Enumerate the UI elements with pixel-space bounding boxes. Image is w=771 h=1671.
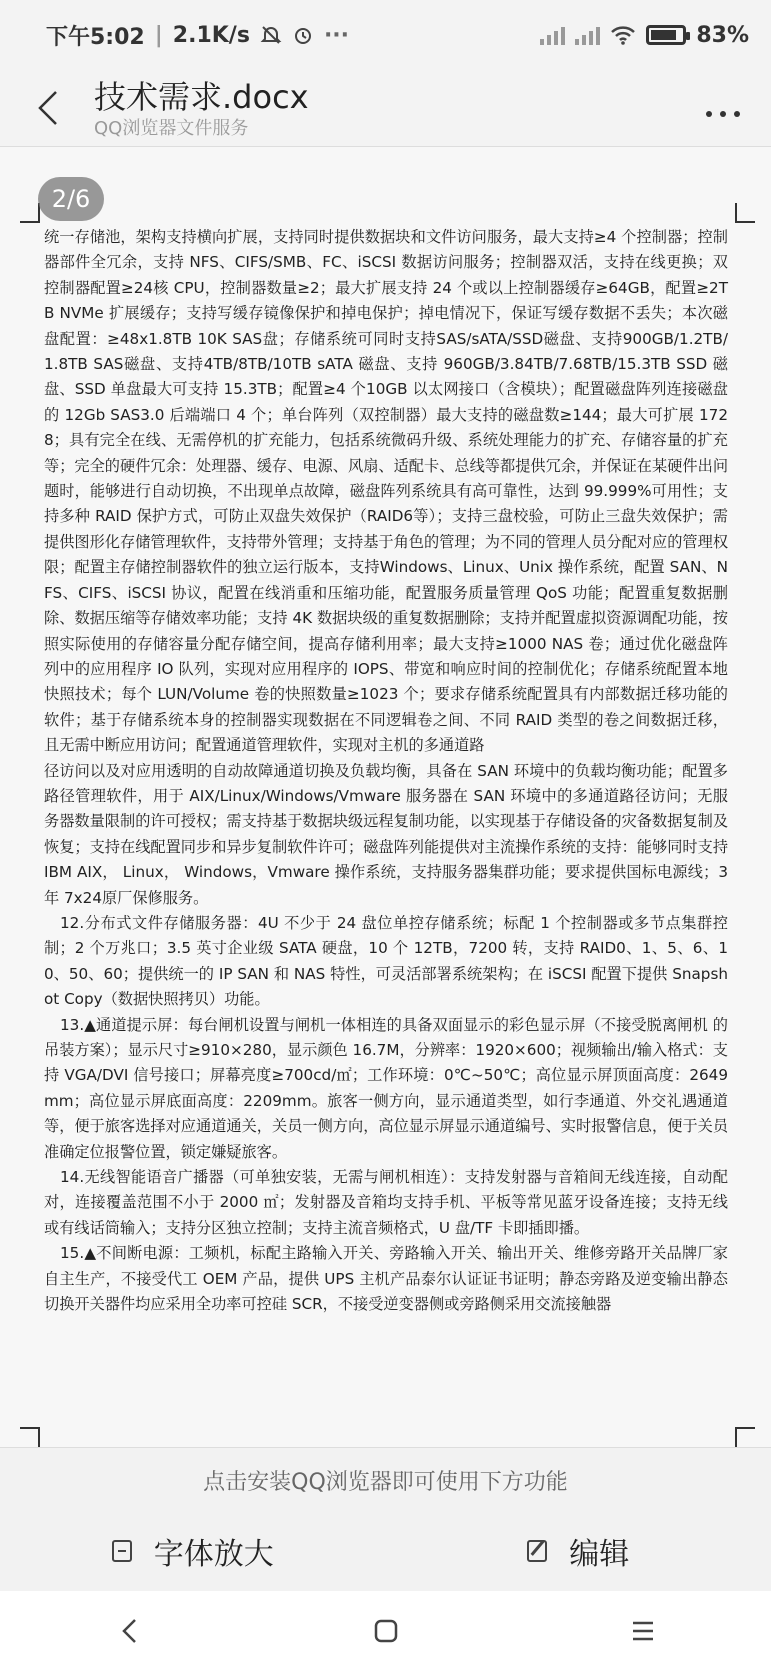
document-subtitle: QQ浏览器文件服务 [94, 118, 249, 139]
install-hint[interactable]: 点击安装QQ浏览器即可使用下方功能 [0, 1447, 771, 1512]
back-button[interactable] [28, 84, 68, 132]
status-bar [0, 0, 771, 70]
nav-back-icon [119, 1617, 139, 1645]
mute-bell-icon [260, 24, 282, 46]
font-size-icon [112, 1540, 132, 1562]
nav-menu-button[interactable] [613, 1601, 673, 1661]
nav-home-icon [373, 1618, 399, 1644]
chevron-left-icon [36, 88, 60, 128]
battery-fill [651, 30, 676, 40]
status-separator: | [154, 22, 163, 48]
app-header [0, 70, 771, 147]
document-paragraph: 统一存储池，架构支持横向扩展，支持同时提供数据块和文件访问服务，最大支持≥4 个控制器；控制器部件全冗余，支持 NFS、CIFS/SMB、FC、iSCSI 数据访问服务；控制器双活，支持在线更换；双控制器配置≥24核 CPU，控制器数量≥2；最大扩展支持 24 个或以上控制器缓存≥64GB，配置≥2TB NVMe 扩展缓存；支持写缓存镜像保护和掉电保护；掉电情况下，保证写缓存数据不丢失；本次磁盘配置：≥48x1.8TB 10K SAS盘；存储系统可同时支持SAS/sATA/SSD磁盘、支持900GB/1.2TB/1.8TB SAS磁盘、支持4TB/8TB/10TB sATA 磁盘、支持 960GB/3.84TB/7.68TB/15.3TB SSD 磁盘、SSD 单盘最大可支持 15.3TB；配置≥4 个10GB 以太网接口（含模块）；配置磁盘阵列连接磁盘的 12Gb SAS3.0 后端端口 4 个；单台阵列（双控制器）最大支持的磁盘数≥144；最大可扩展 1728；具有完全在线、无需停机的扩充能力，包括系统微码升级、系统处理能力的扩充、存储容量的扩充等；完全的硬件冗余：处理器、缓存、电源、风扇、适配卡、总线等都提供冗余，并保证在某硬件出问题时，能够进行自动切换，不出现单点故障，磁盘阵列系统具有高可靠性，达到 99.999%可用性；支持多种 RAID 保护方式，可防止双盘失效保护（RAID6等）；支持三盘校验，可防止三盘失效保护；需提供图形化存储管理软件，支持带外管理；支持基于角色的管理；为不同的管理人员分配对应的管理权限；配置主存储控制器软件的独立运行版本，支持Windows、Linux、Unix 操作系统，配置 SAN、NFS、CIFS、iSCSI 协议，配置在线消重和压缩功能，配置服务质量管理 QoS 功能；配置重复数据删除、数据压缩等存储效率功能；支持 4K 数据块级的重复数据删除；支持并配置虚拟资源调配功能，按照实际使用的存储容量分配存储空间，提高存储利用率；最大支持≥1000 NAS 卷；通过优化磁盘阵列中的应用程序 IO 队列，实现对应用程序的 IOPS、带宽和响应时间的控制优化；存储系统配置本地快照技术；每个 LUN/Volume 卷的快照数量≥1023 个；要求存储系统配置具有内部数据迁移功能的软件；基于存储系统本身的控制器实现数据在不同逻辑卷之间、不同 RAID 类型的卷之间数据迁移，且无需中断应用访问；配置通道管理软件，实现对主机的多通道路 [44, 228, 728, 755]
document-viewer[interactable] [0, 147, 771, 1447]
status-left [46, 20, 349, 51]
wifi-icon [610, 24, 636, 46]
edit-button[interactable] [386, 1511, 771, 1591]
document-title: 技术需求.docx [94, 78, 309, 116]
edit-label: 编辑 [569, 1537, 630, 1572]
crop-mark-bottom-left [20, 1427, 40, 1447]
document-paragraph: 14.无线智能语音广播器（可单独安装，无需与闸机相连）：支持发射器与音箱间无线连接，自动配对，连接覆盖范围不小于 2000 ㎡；发射器及音箱均支持手机、平板等常见蓝牙设备连接；支持无线或有线话筒输入；支持分区独立控制；支持主流音频格式，U 盘/TF 卡即插即播。 [44, 1168, 728, 1237]
document-paragraph: 13.▲通道提示屏：每台闸机设置与闸机一体相连的具备双面显示的彩色显示屏（不接受脱离闸机 的吊装方案）；显示尺寸≥910×280，显示颜色 16.7M，分辨率：1920×600；视频输出/输入格式：支持 VGA/DVI 信号接口；屏幕亮度≥700cd/㎡；工作环境：0℃~50℃；高位显示屏顶面高度：2649mm；高位显示屏底面高度：2209mm。旅客一侧方向，显示通道类型，如行李通道、外交礼遇通道等，便于旅客选择对应通道通关，关员一侧方向，高位显示屏显示通道编号、实时报警信息，便于关员准确定位报警位置，锁定嫌疑旅客。 [44, 1015, 728, 1161]
status-speed: 2.1K/s [172, 22, 250, 48]
more-menu-button[interactable] [705, 96, 741, 126]
document-paragraph: 12.分布式文件存储服务器：4U 不少于 24 盘位单控存储系统；标配 1 个控制器或多节点集群控制；2 个万兆口；3.5 英寸企业级 SATA 硬盘，10 个 12TB，7200 转，支持 RAID0、1、5、6、10、50、60；提供统一的 IP SAN 和 NAS 特性，可灵活部署系统架构；在 iSCSI 配置下提供 Snapshot Copy（数据快照拷贝）功能。 [44, 913, 728, 1009]
alarm-icon [292, 24, 314, 46]
crop-mark-top-left [20, 203, 40, 223]
status-time: 下午5:02 [46, 24, 145, 50]
edit-pencil-icon [527, 1540, 547, 1562]
font-enlarge-label: 字体放大 [153, 1537, 274, 1572]
battery-icon [646, 25, 686, 45]
nav-menu-icon [630, 1619, 656, 1643]
page-indicator: 2/6 [38, 177, 104, 221]
document-paragraph: 15.▲不间断电源：工频机，标配主路输入开关、旁路输入开关、输出开关、维修旁路开关品牌厂家自主生产，不接受代工 OEM 产品，提供 UPS 主机产品泰尔认证证书证明；静态旁路及逆变输出静态切换开关器件均应采用全功率可控硅 SCR，不接受逆变器侧或旁路侧采用交流接触器 [44, 1244, 728, 1314]
document-paragraph: 径访问以及对应用透明的自动故障通道切换及负载均衡，具备在 SAN 环境中的负载均衡功能；配置多路径管理软件，用于 AIX/Linux/Windows/Vmware 服务器在 SAN 环境中的多通道路径访问；无服务器数量限制的许可授权；需支持基于数据块级远程复制功能，以实现基于存储设备的灾备数据复制及恢复；支持在线配置同步和异步复制软件许可；磁盘阵列能提供对主流操作系统的支持：能够同时支持 IBM AIX， Linux， Windows，Vmware 操作系统，支持服务器集群功能；要求提供国标电源线；3 年 7x24原厂保修服务。 [44, 761, 728, 907]
status-right [540, 23, 749, 48]
battery-percent: 83% [696, 22, 749, 48]
nav-back-button[interactable] [99, 1601, 159, 1661]
signal-icon-1 [540, 25, 565, 45]
more-dots-icon [705, 109, 741, 119]
nav-home-button[interactable] [356, 1601, 416, 1661]
signal-icon-2 [575, 25, 600, 45]
crop-mark-bottom-right [735, 1427, 755, 1447]
status-dots: ··· [323, 22, 350, 48]
crop-mark-top-right [735, 203, 755, 223]
tool-bar [0, 1511, 771, 1591]
system-nav-bar [0, 1591, 771, 1671]
font-enlarge-button[interactable] [0, 1511, 386, 1591]
document-body [44, 225, 728, 1317]
